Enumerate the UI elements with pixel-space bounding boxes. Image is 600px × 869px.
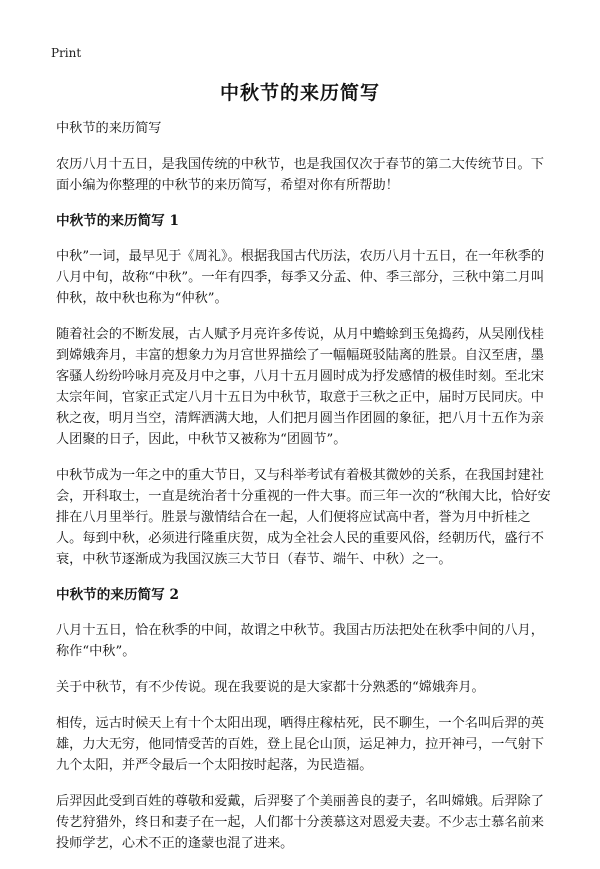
section-2-paragraph-2: 关于中秋节，有不少传说。现在我要说的是大家都十分熟悉的“嫦娥奔月。 <box>56 680 485 695</box>
section-1-paragraph-2: 随着社会的不断发展，古人赋予月亮许多传说，从月中蟾蜍到玉兔捣药，从吴刚伐桂到嫦娥奔月，丰富的想象力为月宫世界描绘了一幅幅斑驳陆离的胜景。自汉至唐，墨客骚人纷纷吟咏月亮及月中之事，八月十五月圆时成为抒发感情的极佳时刻。至北宋太宗年间，官家正式定八月十五日为中秋节，取意于三秋之正中，届时万民同庆。中秋之夜，明月当空，清辉洒满大地，人们把月圆当作团圆的象征，把八月十五作为亲人团聚的日子，因此，中秋节又被称为“团圆节”。 <box>56 327 544 447</box>
intro-subtitle: 中秋节的来历简写 <box>56 121 162 136</box>
print-link[interactable]: Print <box>51 46 82 60</box>
section-2-paragraph-1: 八月十五日，恰在秋季的中间，故谓之中秋节。我国古历法把处在秋季中间的八月，称作“中秋”。 <box>56 623 544 659</box>
article-body <box>56 118 552 869</box>
section-1-heading: 中秋节的来历简写 1 <box>56 213 179 229</box>
section-2-heading: 中秋节的来历简写 2 <box>56 587 179 603</box>
intro-paragraph: 农历八月十五日，是我国传统的中秋节，也是我国仅次于春节的第二大传统节日。下面小编为你整理的中秋节的来历简写，希望对你有所帮助！ <box>56 157 544 193</box>
page-title: 中秋节的来历简写 <box>219 82 380 104</box>
section-2-paragraph-3: 相传，远古时候天上有十个太阳出现，晒得庄稼枯死，民不聊生，一个名叫后羿的英雄，力大无穷，他同情受苦的百姓，登上昆仑山顶，运足神力，拉开神弓，一气射下九个太阳，并严令最后一个太阳按时起落，为民造福。 <box>56 716 544 773</box>
section-1-paragraph-3: 中秋节成为一年之中的重大节日，又与科举考试有着极其微妙的关系，在我国封建社会，开科取士，一直是统治者十分重视的一件大事。而三年一次的“秋闱大比，恰好安排在八月里举行。胜景与激情结合在一起，人们便将应试高中者，誉为月中折桂之人。每到中秋，必须进行隆重庆贺，成为全社会人民的重要风俗，经朝历代，盛行不衰，中秋节逐渐成为我国汉族三大节日（春节、端午、中秋）之一。 <box>56 468 551 567</box>
section-1-paragraph-1: 中秋”一词，最早见于《周礼》。根据我国古代历法，农历八月十五日，在一年秋季的八月中旬，故称“中秋”。一年有四季，每季又分孟、仲、季三部分，三秋中第二月叫仲秋，故中秋也称为“仲秋”。 <box>56 249 545 306</box>
section-2-paragraph-4: 后羿因此受到百姓的尊敬和爱戴，后羿娶了个美丽善良的妻子，名叫嫦娥。后羿除了传艺狩猎外，终日和妻子在一起，人们都十分羡慕这对恩爱夫妻。不少志士慕名前来投师学艺，心术不正的逢蒙也混了进来。 <box>56 794 544 851</box>
